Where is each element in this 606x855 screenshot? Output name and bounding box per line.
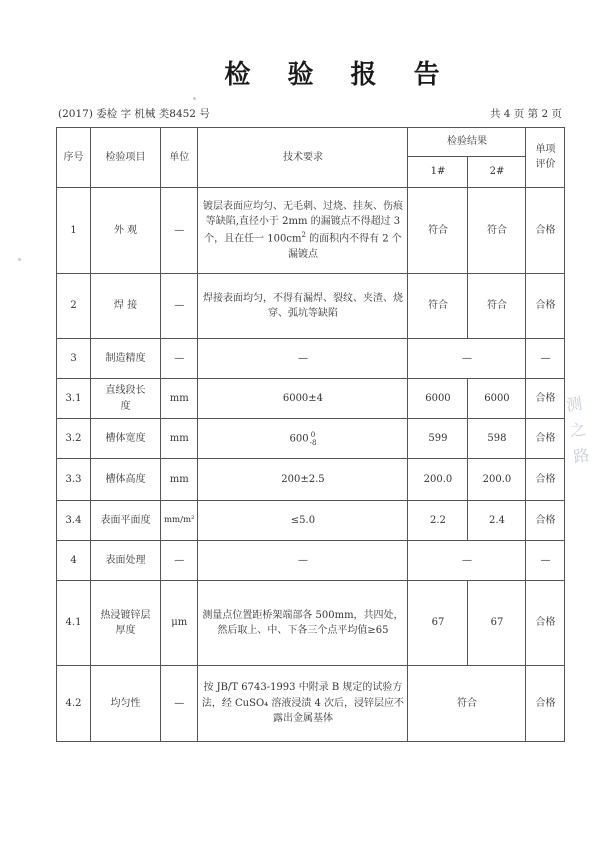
cell-unit: mm bbox=[161, 419, 198, 459]
tolerance-lower: -8 bbox=[309, 438, 317, 447]
cell-evaluation: 合格 bbox=[526, 666, 565, 742]
cell-item bbox=[91, 581, 161, 666]
cell-seq: 3.2 bbox=[57, 419, 91, 459]
table-row bbox=[57, 459, 565, 501]
page-info: 共 4 页 第 2 页 bbox=[489, 108, 562, 120]
cell-result-2: 2.4 bbox=[468, 501, 526, 541]
cell-result-2: 符合 bbox=[468, 188, 526, 274]
cell-evaluation: 合格 bbox=[526, 501, 565, 541]
cell-evaluation: 合格 bbox=[526, 581, 565, 666]
cell-result-2: 6000 bbox=[468, 379, 526, 419]
scan-speck bbox=[193, 97, 196, 100]
cell-requirement: 按 JB/T 6743-1993 中附录 B 规定的试验方法，经 CuSO₄ 溶液浸渍 4 次后，浸锌层应不露出金属基体 bbox=[198, 666, 408, 742]
cell-unit: mm bbox=[161, 379, 198, 419]
cell-item: 表面平面度 bbox=[91, 501, 161, 541]
tolerance-base: 600 bbox=[289, 433, 309, 444]
tolerance-upper: 0 bbox=[310, 430, 316, 439]
cell-requirement: — bbox=[198, 339, 408, 379]
table-row bbox=[57, 188, 565, 274]
page-title: 检 验 报 告 bbox=[224, 60, 454, 90]
cell-unit: — bbox=[161, 188, 198, 274]
cell-result-2: 符合 bbox=[468, 274, 526, 339]
cell-requirement: 焊接表面均匀，不得有漏焊、裂纹、夹渣、烧穿、弧坑等缺陷 bbox=[198, 274, 408, 339]
table-row bbox=[57, 339, 565, 379]
cell-result-1: 200.0 bbox=[408, 459, 468, 501]
cell-evaluation: 合格 bbox=[526, 188, 565, 274]
cell-seq: 3.1 bbox=[57, 379, 91, 419]
cell-evaluation: — bbox=[526, 339, 565, 379]
table-row bbox=[57, 274, 565, 339]
col-requirement: 技术要求 bbox=[198, 128, 408, 188]
cell-result-1: 2.2 bbox=[408, 501, 468, 541]
cell-result-2: 200.0 bbox=[468, 459, 526, 501]
cell-seq: 1 bbox=[57, 188, 91, 274]
cell-result-2: 67 bbox=[468, 581, 526, 666]
col-unit: 单位 bbox=[161, 128, 198, 188]
cell-requirement: 测量点位置距桥架端部各 500mm，共四处，然后取上、中、下各三个点平均值≥65 bbox=[198, 581, 408, 666]
cell-unit: mm bbox=[161, 459, 198, 501]
cell-seq: 4 bbox=[57, 541, 91, 581]
cell-result-2: 598 bbox=[468, 419, 526, 459]
cell-result-1: 599 bbox=[408, 419, 468, 459]
cell-unit: — bbox=[161, 274, 198, 339]
cell-requirement: — bbox=[198, 541, 408, 581]
table-row bbox=[57, 419, 565, 459]
cell-requirement: 200±2.5 bbox=[198, 459, 408, 501]
col-evaluation bbox=[526, 128, 565, 188]
col-sample1: 1# bbox=[408, 157, 468, 188]
cell-evaluation: — bbox=[526, 541, 565, 581]
cell-result-1: 符合 bbox=[408, 188, 468, 274]
cell-item: 外 观 bbox=[91, 188, 161, 274]
cell-item: 槽体高度 bbox=[91, 459, 161, 501]
cell-evaluation: 合格 bbox=[526, 459, 565, 501]
cell-unit: — bbox=[161, 339, 198, 379]
inspection-table bbox=[56, 127, 565, 742]
cell-seq: 3 bbox=[57, 339, 91, 379]
evaluation-label: 单项评价 bbox=[535, 144, 556, 171]
table-row bbox=[57, 581, 565, 666]
cell-item: 制造精度 bbox=[91, 339, 161, 379]
table-row bbox=[57, 501, 565, 541]
table-row bbox=[57, 541, 565, 581]
col-sample2: 2# bbox=[468, 157, 526, 188]
cell-result-1: 符合 bbox=[408, 274, 468, 339]
cell-evaluation: 合格 bbox=[526, 379, 565, 419]
cell-unit: μm bbox=[161, 581, 198, 666]
item-label: 热浸镀锌层厚度 bbox=[100, 609, 151, 636]
cell-evaluation: 合格 bbox=[526, 274, 565, 339]
seal-stamp-fragment: 测 之 路 bbox=[564, 393, 591, 467]
cell-seq: 3.4 bbox=[57, 501, 91, 541]
cell-seq: 3.3 bbox=[57, 459, 91, 501]
col-item: 检验项目 bbox=[91, 128, 161, 188]
cell-seq: 4.2 bbox=[57, 666, 91, 742]
cell-result-merged: 符合 bbox=[408, 666, 526, 742]
cell-requirement: ≤5.0 bbox=[198, 501, 408, 541]
cell-result-merged: — bbox=[408, 339, 526, 379]
col-seq: 序号 bbox=[57, 128, 91, 188]
cell-unit: — bbox=[161, 541, 198, 581]
table-row bbox=[57, 379, 565, 419]
table-row bbox=[57, 666, 565, 742]
cell-unit: mm/m² bbox=[161, 501, 198, 541]
report-number: (2017) 委检 字 机械 类8452 号 bbox=[58, 108, 210, 120]
cell-item: 槽体宽度 bbox=[91, 419, 161, 459]
cell-item: 表面处理 bbox=[91, 541, 161, 581]
cell-requirement bbox=[198, 419, 408, 459]
cell-evaluation: 合格 bbox=[526, 419, 565, 459]
header-row bbox=[57, 128, 565, 157]
cell-unit: — bbox=[161, 666, 198, 742]
item-label: 直线段长度 bbox=[105, 385, 146, 412]
col-result: 检验结果 bbox=[408, 128, 526, 157]
cell-item: 均匀性 bbox=[91, 666, 161, 742]
cell-requirement: 6000±4 bbox=[198, 379, 408, 419]
cell-result-merged: — bbox=[408, 541, 526, 581]
cell-seq: 4.1 bbox=[57, 581, 91, 666]
cell-item: 焊 接 bbox=[91, 274, 161, 339]
cell-result-1: 67 bbox=[408, 581, 468, 666]
cell-requirement: 镀层表面应均匀、无毛刺、过烧、挂灰、伤痕等缺陷,直径小于 2mm 的漏镀点不得超过 3 个，且在任一 $100cm^2$ 的面积内不得有 2 个漏镀点 bbox=[198, 188, 408, 274]
cell-seq: 2 bbox=[57, 274, 91, 339]
cell-item bbox=[91, 379, 161, 419]
scan-speck bbox=[18, 258, 21, 261]
cell-result-1: 6000 bbox=[408, 379, 468, 419]
